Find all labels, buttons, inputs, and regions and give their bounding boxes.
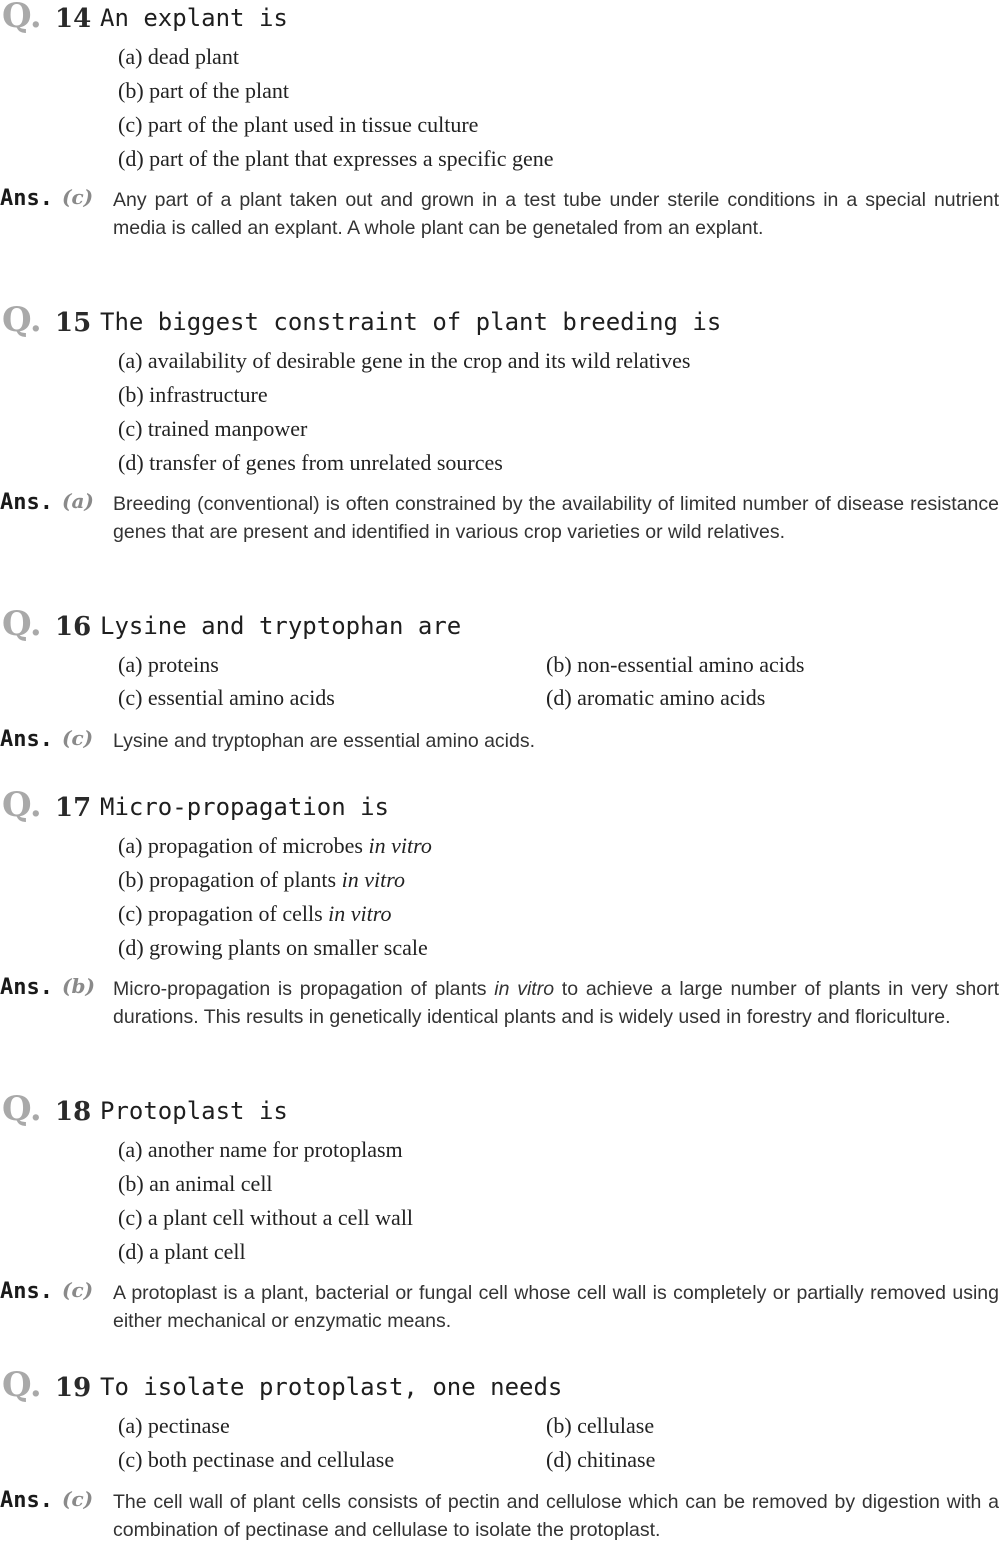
answer-explanation: The cell wall of plant cells consists of pectin and cellulose which can be removed by digestion with a combination of pectinase and cellulase to isolate the protoplast. xyxy=(113,1491,999,1541)
option-b: (b) infrastructure xyxy=(118,382,268,407)
answer-option: (c) xyxy=(62,726,94,750)
question-text: Lysine and tryptophan are xyxy=(100,612,462,640)
answer-option: (c) xyxy=(62,1487,94,1511)
answer-label: Ans. xyxy=(0,975,53,1000)
question-number: 16 xyxy=(55,612,92,642)
question-text: Micro-propagation is xyxy=(100,793,389,821)
answer-explanation: A protoplast is a plant, bacterial or fungal cell whose cell wall is completely or partially removed using either mechanical or enzymatic means. xyxy=(113,1282,999,1332)
option-d: (d) growing plants on smaller scale xyxy=(118,935,428,960)
answer-label: Ans. xyxy=(0,1279,53,1304)
question-mark-icon: Q. xyxy=(2,300,42,340)
question-mark-icon: Q. xyxy=(2,1089,42,1129)
answer-label: Ans. xyxy=(0,727,53,752)
option-b: (b) part of the plant xyxy=(118,78,290,103)
answer-label: Ans. xyxy=(0,186,53,211)
question-number: 14 xyxy=(55,4,92,34)
answer-option: (c) xyxy=(62,1278,94,1302)
option-d: (d) part of the plant that expresses a specific gene xyxy=(118,146,554,171)
option-a: (a) another name for protoplasm xyxy=(118,1137,403,1162)
option-b: (b) non-essential amino acids xyxy=(546,652,805,677)
question-mark-icon: Q. xyxy=(2,1365,42,1405)
answer-option: (a) xyxy=(62,489,94,513)
question-text: Protoplast is xyxy=(100,1097,288,1125)
question-number: 19 xyxy=(55,1373,92,1403)
option-b: (b) an animal cell xyxy=(118,1171,273,1196)
option-b: (b) propagation of plants in vitro xyxy=(118,867,405,892)
answer-option: (b) xyxy=(62,974,95,998)
option-d: (d) a plant cell xyxy=(118,1239,246,1264)
question-number: 18 xyxy=(55,1097,92,1127)
option-d: (d) transfer of genes from unrelated sources xyxy=(118,450,503,475)
question-number: 15 xyxy=(55,308,92,338)
answer-explanation: Any part of a plant taken out and grown in a test tube under sterile conditions in a special nutrient media is called an explant. A whole plant can be genetaled from an explant. xyxy=(113,189,999,239)
option-c: (c) a plant cell without a cell wall xyxy=(118,1205,414,1230)
option-c: (c) propagation of cells in vitro xyxy=(118,901,392,926)
question-mark-icon: Q. xyxy=(2,785,42,825)
option-d: (d) aromatic amino acids xyxy=(546,685,766,710)
answer-option: (c) xyxy=(62,185,94,209)
answer-explanation: Micro-propagation is propagation of plants in vitro to achieve a large number of plants in very short durations. This results in genetically identical plants and is widely used in forestry and floriculture. xyxy=(113,978,999,1028)
question-mark-icon: Q. xyxy=(2,0,42,36)
option-c: (c) part of the plant used in tissue culture xyxy=(118,112,479,137)
answer-label: Ans. xyxy=(0,1488,53,1513)
option-c: (c) trained manpower xyxy=(118,416,308,441)
question-number: 17 xyxy=(55,793,92,823)
option-c: (c) both pectinase and cellulase xyxy=(118,1447,395,1472)
option-b: (b) cellulase xyxy=(546,1413,655,1438)
option-a: (a) dead plant xyxy=(118,44,239,69)
option-a: (a) propagation of microbes in vitro xyxy=(118,833,432,858)
question-text: An explant is xyxy=(100,4,288,32)
option-d: (d) chitinase xyxy=(546,1447,656,1472)
answer-explanation: Breeding (conventional) is often constrained by the availability of limited number of disease resistance genes that are present and identified in various crop varieties or wild relatives. xyxy=(113,493,999,543)
question-text: To isolate protoplast, one needs xyxy=(100,1373,563,1401)
option-a: (a) availability of desirable gene in the crop and its wild relatives xyxy=(118,348,691,373)
option-c: (c) essential amino acids xyxy=(118,685,335,710)
question-mark-icon: Q. xyxy=(2,604,42,644)
answer-label: Ans. xyxy=(0,490,53,515)
option-a: (a) pectinase xyxy=(118,1413,230,1438)
question-text: The biggest constraint of plant breeding is xyxy=(100,308,722,336)
answer-explanation: Lysine and tryptophan are essential amino acids. xyxy=(113,730,536,752)
option-a: (a) proteins xyxy=(118,652,219,677)
